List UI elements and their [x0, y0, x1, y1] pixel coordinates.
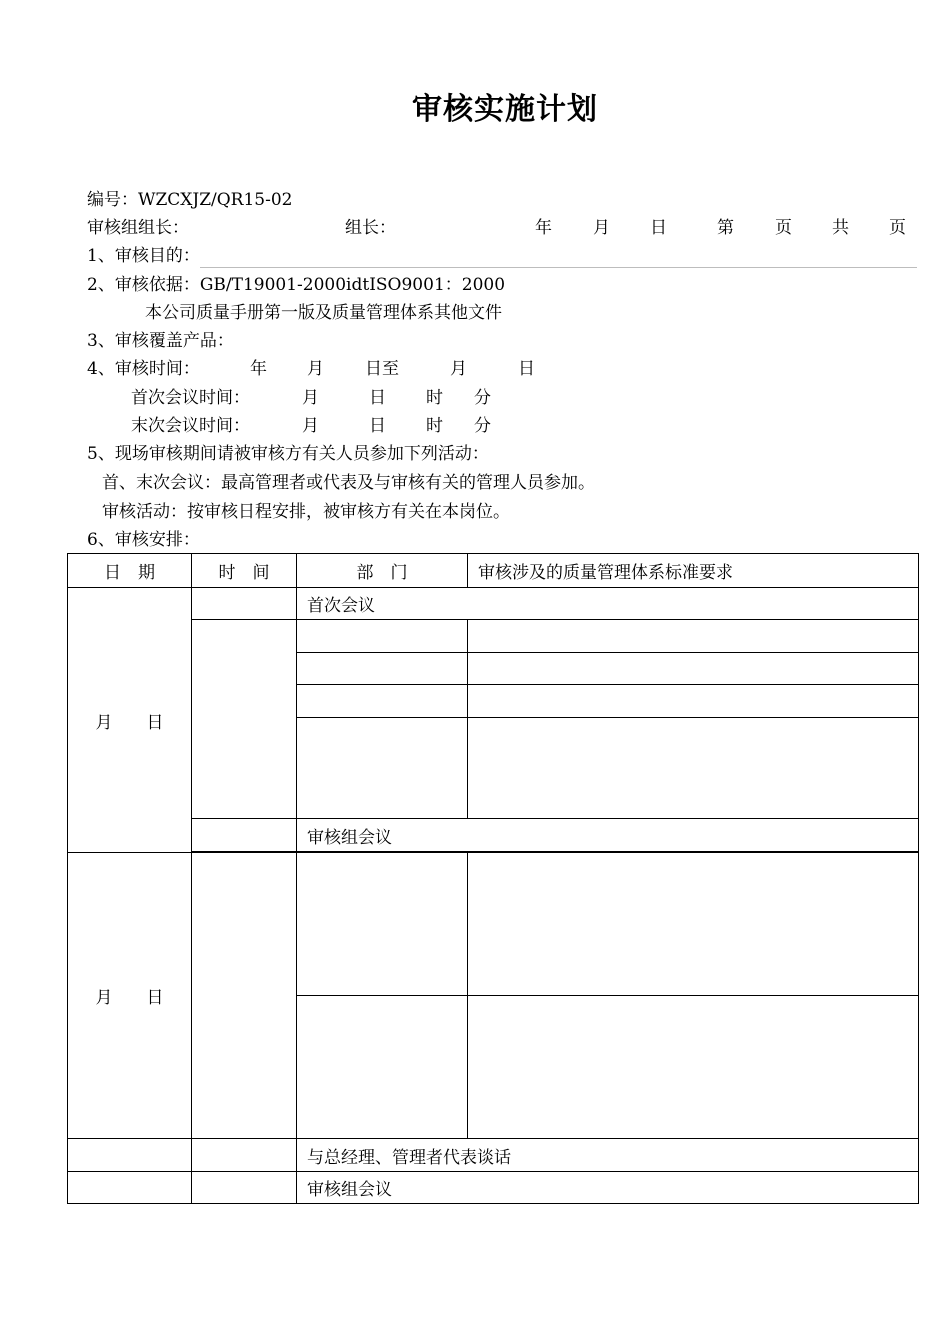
header-page: 页: [775, 218, 792, 238]
department-cell[interactable]: [297, 718, 468, 819]
activity-meetings: 首、末次会议：最高管理者或代表及与审核有关的管理人员参加。: [102, 473, 595, 493]
audit-products: 3、审核覆盖产品：: [87, 331, 234, 351]
requirements-cell[interactable]: [468, 853, 919, 996]
audit-time-day-to: 日至: [365, 359, 399, 379]
audit-schedule-label: 6、审核安排：: [87, 530, 200, 550]
first-meeting-label: 首次会议时间：: [131, 388, 250, 408]
department-cell[interactable]: [297, 996, 468, 1139]
department-cell[interactable]: [297, 620, 468, 653]
audit-time-month2: 月: [450, 359, 467, 379]
day1-first-meeting: 首次会议: [297, 588, 919, 620]
header-year: 年: [535, 218, 552, 238]
first-meeting-minute: 分: [474, 388, 491, 408]
requirements-cell[interactable]: [468, 653, 919, 685]
department-cell[interactable]: [297, 653, 468, 685]
onsite-activities: 5、现场审核期间请被审核方有关人员参加下列活动：: [87, 444, 489, 464]
last-meeting-label: 末次会议时间：: [131, 416, 250, 436]
audit-basis: 2、审核依据：GB/T19001-2000idtISO9001：2000: [87, 275, 506, 295]
first-meeting-month: 月: [302, 388, 319, 408]
header-month: 月: [593, 218, 610, 238]
table-row: [68, 588, 919, 620]
department-cell[interactable]: [297, 853, 468, 996]
date-cell[interactable]: [68, 1172, 192, 1204]
requirements-cell[interactable]: [468, 996, 919, 1139]
header-date: 日 期: [68, 554, 192, 588]
header-requirements: 审核涉及的质量管理体系标准要求: [468, 554, 919, 588]
audit-time-day2: 日: [518, 359, 535, 379]
first-meeting-day: 日: [369, 388, 386, 408]
table-row: [68, 1172, 919, 1204]
activity-audit: 审核活动：按审核日程安排，被审核方有关在本岗位。: [102, 502, 510, 522]
time-cell[interactable]: [192, 819, 297, 852]
requirements-cell[interactable]: [468, 685, 919, 718]
final-group-meeting: 审核组会议: [297, 1172, 919, 1204]
header-department: 部 门: [297, 554, 468, 588]
first-meeting-hour: 时: [426, 388, 443, 408]
table-row: [68, 853, 919, 996]
table-row: [68, 1139, 919, 1172]
requirements-cell[interactable]: [468, 718, 919, 819]
audit-time-label: 4、审核时间：: [87, 359, 200, 379]
document-title: 审核实施计划: [412, 92, 598, 127]
requirements-cell[interactable]: [468, 620, 919, 653]
audit-schedule-table: [67, 553, 919, 1204]
last-meeting-month: 月: [302, 416, 319, 436]
header-page-no: 第: [717, 218, 734, 238]
document-number: 编号：WZCXJZ/QR15-02: [87, 190, 293, 210]
time-cell[interactable]: [192, 620, 297, 819]
table-header-row: [68, 554, 919, 588]
date-cell[interactable]: [68, 1139, 192, 1172]
time-cell[interactable]: [192, 588, 297, 620]
audit-group-leader-label: 审核组组长：: [87, 218, 189, 238]
header-total: 共: [832, 218, 849, 238]
table-row: [68, 620, 919, 653]
department-cell[interactable]: [297, 685, 468, 718]
audit-purpose: 1、审核目的：: [87, 246, 200, 266]
header-day: 日: [650, 218, 667, 238]
audit-time-month: 月: [307, 359, 324, 379]
last-meeting-day: 日: [369, 416, 386, 436]
time-cell[interactable]: [192, 1172, 297, 1204]
last-meeting-minute: 分: [474, 416, 491, 436]
last-meeting-hour: 时: [426, 416, 443, 436]
time-cell[interactable]: [192, 853, 297, 1139]
purpose-rule: [200, 267, 917, 268]
audit-basis-sub: 本公司质量手册第一版及质量管理体系其他文件: [145, 303, 502, 323]
audit-time-year: 年: [250, 359, 267, 379]
table-row: [68, 819, 919, 852]
day1-group-meeting: 审核组会议: [297, 819, 919, 852]
header-total-pages: 页: [889, 218, 906, 238]
time-cell[interactable]: [192, 1139, 297, 1172]
leader-label: 组长：: [345, 218, 396, 238]
management-talk: 与总经理、管理者代表谈话: [297, 1139, 919, 1172]
day2-date-cell: 月 日: [68, 853, 192, 1139]
header-time: 时 间: [192, 554, 297, 588]
day1-date-cell: 月 日: [68, 588, 192, 853]
